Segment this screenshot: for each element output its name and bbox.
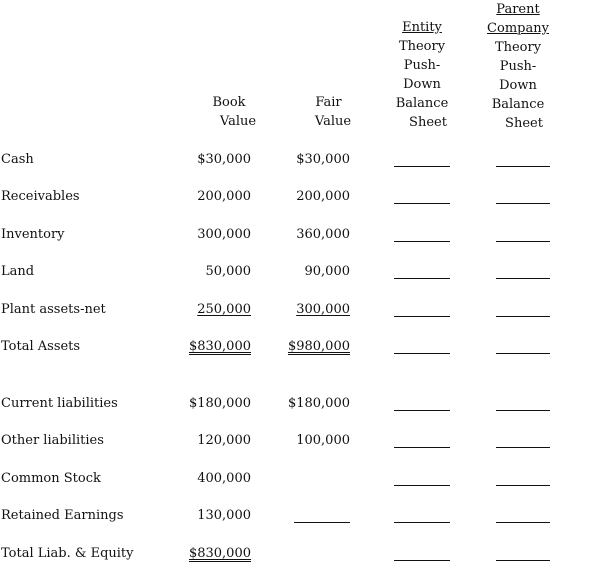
row-current-liabilities [0, 394, 600, 414]
row-other-liabilities [0, 431, 600, 451]
entity-theory-blank[interactable] [394, 264, 450, 279]
book-value-cell: $830,000 [188, 546, 251, 561]
entity-theory-blank[interactable] [394, 152, 450, 167]
entity-theory-blank[interactable] [394, 471, 450, 486]
row-label: Land [1, 264, 35, 279]
row-label: Total Liab. & Equity [1, 546, 134, 561]
parent-theory-blank[interactable] [496, 508, 550, 523]
row-total-liab-equity [0, 544, 600, 564]
book-value-cell: $30,000 [197, 152, 251, 167]
entity-theory-blank[interactable] [394, 227, 450, 242]
entity-header-line-1: Entity [402, 20, 442, 35]
row-receivables [0, 187, 600, 207]
row-label: Current liabilities [1, 396, 118, 411]
fair-header-line-1: Fair [315, 95, 342, 110]
book-value-cell: 120,000 [197, 433, 251, 448]
parent-header-line-1: Parent [496, 2, 540, 17]
row-common-stock [0, 469, 600, 489]
parent-theory-blank[interactable] [496, 227, 550, 242]
entity-theory-blank[interactable] [394, 433, 450, 448]
parent-header-line-7: Sheet [505, 116, 543, 131]
row-label: Receivables [1, 189, 80, 204]
fair-value-blank[interactable] [294, 508, 350, 523]
book-value-cell: $830,000 [188, 339, 251, 354]
fair-value-cell: 300,000 [296, 302, 350, 317]
parent-theory-blank[interactable] [496, 264, 550, 279]
row-cash [0, 150, 600, 170]
row-label: Other liabilities [1, 433, 104, 448]
parent-header-line-4: Push- [499, 59, 537, 74]
parent-theory-blank[interactable] [496, 339, 550, 354]
parent-company-theory-header [480, 0, 556, 133]
fair-value-cell: 100,000 [296, 433, 350, 448]
parent-header-line-6: Balance [491, 97, 545, 112]
fair-value-cell: $980,000 [287, 339, 350, 354]
row-retained-earnings [0, 506, 600, 526]
book-header-line-2: Value [219, 114, 257, 129]
parent-theory-blank[interactable] [496, 189, 550, 204]
row-label: Retained Earnings [1, 508, 124, 523]
parent-theory-blank[interactable] [496, 546, 550, 561]
row-plant-assets-net [0, 300, 600, 320]
parent-theory-blank[interactable] [496, 396, 550, 411]
parent-header-line-5: Down [499, 78, 537, 93]
row-total-assets [0, 337, 600, 357]
book-value-cell: 250,000 [197, 302, 251, 317]
fair-value-cell: 200,000 [296, 189, 350, 204]
entity-header-line-2: Theory [398, 39, 446, 54]
parent-theory-blank[interactable] [496, 433, 550, 448]
parent-header-line-2: Company [487, 21, 549, 36]
book-value-cell: $180,000 [188, 396, 251, 411]
book-value-header [200, 93, 264, 131]
entity-theory-blank[interactable] [394, 339, 450, 354]
row-land [0, 262, 600, 282]
book-value-cell: 400,000 [197, 471, 251, 486]
parent-theory-blank[interactable] [496, 302, 550, 317]
entity-header-line-5: Balance [395, 96, 449, 111]
row-label: Inventory [1, 227, 65, 242]
entity-theory-blank[interactable] [394, 396, 450, 411]
row-inventory [0, 225, 600, 245]
book-value-cell: 50,000 [205, 264, 251, 279]
parent-header-line-3: Theory [494, 40, 542, 55]
book-header-line-1: Book [212, 95, 246, 110]
entity-header-line-3: Push- [403, 58, 441, 73]
entity-header-line-4: Down [403, 77, 441, 92]
entity-theory-blank[interactable] [394, 508, 450, 523]
entity-theory-blank[interactable] [394, 302, 450, 317]
row-label: Cash [1, 152, 34, 167]
entity-theory-blank[interactable] [394, 546, 450, 561]
entity-header-line-6: Sheet [409, 115, 447, 130]
row-label: Plant assets-net [1, 302, 106, 317]
row-label: Common Stock [1, 471, 101, 486]
fair-value-cell: 360,000 [296, 227, 350, 242]
fair-value-cell: $180,000 [287, 396, 350, 411]
book-value-cell: 130,000 [197, 508, 251, 523]
row-label: Total Assets [1, 339, 81, 354]
fair-value-header [298, 93, 362, 131]
entity-theory-header [385, 18, 459, 132]
parent-theory-blank[interactable] [496, 152, 550, 167]
parent-theory-blank[interactable] [496, 471, 550, 486]
fair-value-cell: 90,000 [304, 264, 350, 279]
book-value-cell: 200,000 [197, 189, 251, 204]
book-value-cell: 300,000 [197, 227, 251, 242]
fair-value-cell: $30,000 [296, 152, 350, 167]
entity-theory-blank[interactable] [394, 189, 450, 204]
fair-header-line-2: Value [314, 114, 352, 129]
